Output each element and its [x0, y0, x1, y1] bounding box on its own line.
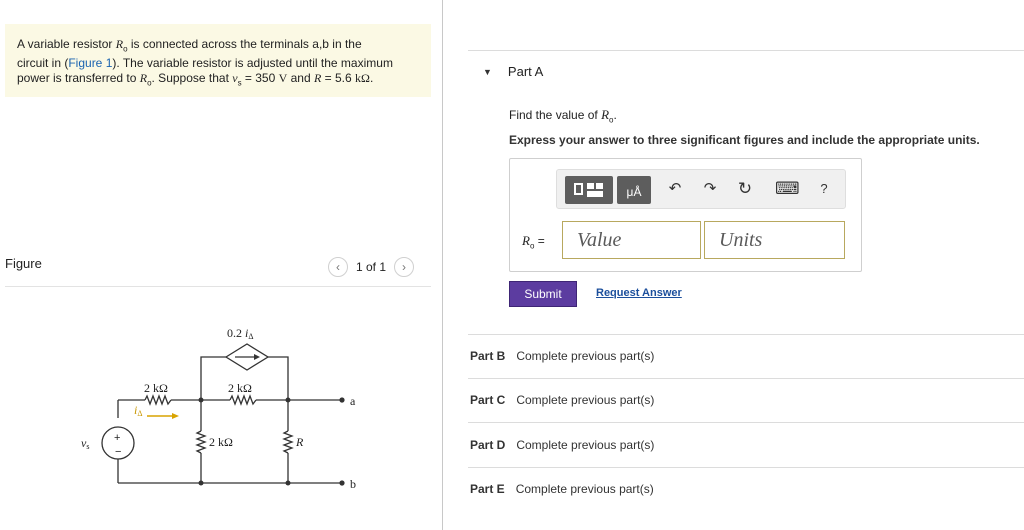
dep-source-arrowhead [254, 354, 260, 360]
part-c-title: Part C [470, 393, 506, 407]
units-input[interactable] [704, 221, 845, 259]
collapse-triangle-icon[interactable]: ▼ [483, 66, 492, 77]
terminal-b-label: b [350, 477, 356, 491]
figure-link[interactable]: Figure 1 [68, 56, 113, 71]
r-label: R [296, 435, 304, 449]
node-right [286, 398, 291, 403]
panel-divider [442, 0, 443, 530]
part-c-separator [468, 378, 1024, 379]
plus-sign: + [114, 432, 121, 444]
r1-label: 2 kΩ [144, 381, 168, 395]
redo-icon[interactable]: ↷ [703, 180, 717, 197]
problem-line-3: power is transferred to $R_o$. Suppose that $v_s = 350$ V and R = 5.6 kΩ. [17, 71, 374, 88]
math-toolbar [556, 169, 846, 209]
answer-box [509, 158, 862, 272]
request-answer-link[interactable]: Request Answer [596, 287, 682, 299]
part-a-top-border [468, 50, 1024, 51]
part-e-separator [468, 467, 1024, 468]
vs-symbol: v [232, 71, 238, 86]
prev-figure-button[interactable]: ‹ [328, 257, 348, 277]
wire-dep-left [201, 357, 226, 400]
figure-label: Figure [5, 256, 42, 271]
part-b-row[interactable] [470, 349, 654, 363]
resistor-r1 [145, 396, 171, 404]
units-button[interactable]: μÅ [617, 176, 651, 204]
part-a-title: Part A [507, 64, 544, 79]
node-bottom-mid [199, 481, 204, 486]
vs-label: vs [81, 436, 90, 451]
figure-pager-text: 1 of 1 [356, 260, 387, 274]
part-b-separator [468, 334, 1024, 335]
circuit-diagram [70, 318, 370, 493]
dep-source-label: 0.2 iΔ [227, 326, 254, 341]
part-b-status: Complete previous part(s) [516, 349, 655, 363]
templates-button[interactable] [565, 176, 613, 204]
help-icon[interactable]: ? [820, 181, 828, 196]
keyboard-icon[interactable]: ⌨ [775, 179, 800, 198]
r-symbol: R [313, 71, 322, 86]
submit-button[interactable]: Submit [509, 281, 577, 307]
minus-sign: − [115, 446, 122, 458]
ia-label: iΔ [134, 403, 143, 418]
part-d-row[interactable] [470, 438, 654, 452]
part-e-status: Complete previous part(s) [515, 482, 654, 496]
part-d-separator [468, 422, 1024, 423]
wire-dep-right [268, 357, 288, 400]
ia-arrowhead [172, 413, 179, 419]
terminal-a-dot [339, 397, 344, 402]
ro-subscript: o [123, 44, 128, 54]
part-d-title: Part D [470, 438, 506, 452]
value-input[interactable] [562, 221, 701, 259]
part-e-title: Part E [470, 482, 505, 496]
undo-icon[interactable]: ↶ [668, 180, 682, 197]
terminal-a-label: a [350, 394, 356, 408]
next-figure-button[interactable]: › [394, 257, 414, 277]
templates-icon [565, 176, 613, 204]
part-a-header[interactable] [483, 64, 543, 79]
reset-icon[interactable]: ↻ [737, 179, 753, 198]
r3-label: 2 kΩ [209, 435, 233, 449]
figure-divider [5, 286, 431, 287]
problem-line-2: circuit in (Figure 1). The variable resistor is adjusted until the maximum [17, 56, 393, 71]
problem-statement [5, 24, 431, 97]
part-a-prompt: Find the value of $R_o$. [509, 107, 617, 125]
resistor-r2 [230, 396, 256, 404]
r-unit: kΩ [355, 71, 370, 86]
r2-label: 2 kΩ [228, 381, 252, 395]
node-left [199, 398, 204, 403]
vs-unit: V [278, 71, 288, 86]
part-a-instruction: Express your answer to three significant figures and include the appropriate units. [509, 133, 980, 147]
part-e-row[interactable] [470, 482, 654, 496]
node-bottom-right [286, 481, 291, 486]
part-c-status: Complete previous part(s) [516, 393, 655, 407]
part-b-title: Part B [470, 349, 506, 363]
figure-pager [328, 256, 414, 278]
ro-symbol: R [115, 37, 124, 51]
part-c-row[interactable] [470, 393, 654, 407]
resistor-r3 [197, 431, 205, 453]
resistor-r [284, 431, 292, 453]
part-d-status: Complete previous part(s) [516, 438, 655, 452]
answer-label: $R_o$ = [522, 233, 545, 251]
problem-line-1: A variable resistor $R_o$ is connected across the terminals a,b in the [17, 37, 362, 54]
terminal-b-dot [339, 480, 344, 485]
